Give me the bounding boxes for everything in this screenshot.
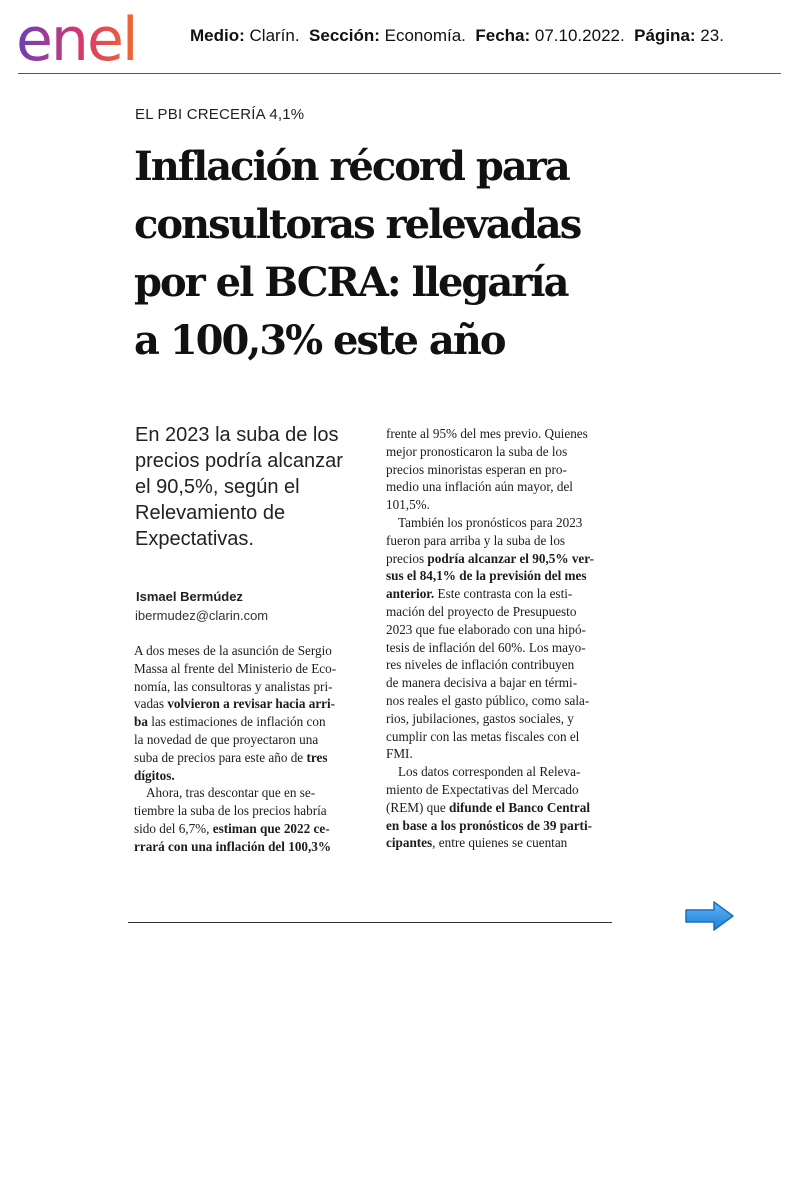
article-headline bbox=[134, 138, 654, 370]
body-line: cumplir con las metas fiscales con el bbox=[386, 728, 580, 744]
body-line: mejor pronosticaron la suba de los bbox=[386, 443, 568, 459]
body-line: la novedad de que proyectaron una bbox=[134, 731, 319, 747]
body-bold: cipantes bbox=[386, 835, 433, 851]
body-line bbox=[134, 767, 366, 785]
body-line bbox=[386, 567, 618, 585]
pagina-value: 23. bbox=[700, 26, 724, 45]
body-line bbox=[134, 695, 366, 713]
medio-value: Clarín. bbox=[249, 26, 300, 45]
body-text: precios bbox=[386, 550, 428, 566]
body-bold: sus el 84,1% de la previsión del mes bbox=[386, 568, 587, 584]
header-divider bbox=[18, 73, 781, 74]
subtitle-line: Expectativas. bbox=[135, 528, 254, 550]
body-text: suba de precios para este año de bbox=[134, 749, 307, 765]
body-bold: anterior. bbox=[386, 586, 435, 602]
body-line: tesis de inflación del 60%. Los mayo- bbox=[386, 639, 586, 655]
medio-label: Medio: bbox=[190, 26, 245, 45]
body-line: miento de Expectativas del Mercado bbox=[386, 781, 579, 797]
body-line bbox=[386, 799, 618, 817]
body-line: frente al 95% del mes previo. Quienes bbox=[386, 426, 588, 441]
seccion-value: Economía. bbox=[384, 26, 466, 45]
subtitle-line: En 2023 la suba de los bbox=[135, 424, 339, 446]
body-line bbox=[386, 585, 618, 603]
body-line bbox=[386, 817, 618, 835]
body-line bbox=[134, 749, 366, 767]
body-text: (REM) que bbox=[386, 799, 449, 815]
body-line bbox=[134, 820, 366, 838]
body-line: tiembre la suba de los precios habría bbox=[134, 803, 327, 819]
seccion-label: Sección: bbox=[309, 26, 380, 45]
body-bold: dígitos. bbox=[134, 767, 175, 783]
body-text: sido del 6,7%, bbox=[134, 820, 213, 836]
article-kicker: EL PBI CRECERÍA 4,1% bbox=[135, 106, 305, 123]
body-line: 2023 que fue elaborado con una hipó- bbox=[386, 621, 586, 637]
body-bold: en base a los pronósticos de 39 parti- bbox=[386, 817, 593, 833]
headline-line: consultoras relevadas bbox=[134, 201, 581, 248]
subtitle-line: precios podría alcanzar bbox=[135, 450, 343, 472]
body-text: las estimaciones de inflación con bbox=[147, 714, 326, 730]
body-line bbox=[386, 550, 618, 568]
headline-line: Inflación récord para bbox=[134, 143, 569, 190]
body-line: FMI. bbox=[386, 746, 413, 762]
author-email: ibermudez@clarin.com bbox=[135, 608, 269, 623]
subtitle-line: Relevamiento de bbox=[135, 502, 286, 524]
body-column-1 bbox=[134, 642, 366, 856]
arrow-right-icon[interactable] bbox=[684, 899, 736, 933]
body-line: res niveles de inflación contribuyen bbox=[386, 657, 575, 673]
article-end-divider bbox=[128, 922, 612, 923]
body-line: A dos meses de la asunción de Sergio bbox=[134, 643, 332, 658]
body-line: fueron para arriba y la suba de los bbox=[386, 532, 566, 548]
author-name: Ismael Bermúdez bbox=[136, 589, 243, 604]
article-subtitle bbox=[135, 422, 375, 552]
fecha-label: Fecha: bbox=[475, 26, 531, 45]
enel-logo bbox=[16, 8, 168, 66]
enel-logo-text: enel bbox=[16, 8, 137, 66]
body-bold: estiman que 2022 ce- bbox=[212, 820, 330, 836]
body-bold: ba bbox=[134, 714, 148, 730]
body-bold: volvieron a revisar hacia arri- bbox=[167, 696, 336, 712]
headline-line: por el BCRA: llegaría bbox=[134, 259, 568, 306]
fecha-value: 07.10.2022. bbox=[534, 26, 625, 45]
body-line: nomía, las consultoras y analistas pri- bbox=[134, 678, 333, 694]
subtitle-line: el 90,5%, según el bbox=[135, 476, 300, 498]
headline-line: a 100,3% este año bbox=[134, 317, 505, 364]
body-bold: rrará con una inflación del 100,3% bbox=[134, 838, 332, 854]
body-line: Ahora, tras descontar que en se- bbox=[146, 785, 316, 801]
body-line bbox=[134, 713, 366, 731]
body-bold: tres bbox=[306, 749, 328, 765]
page-header bbox=[0, 0, 800, 76]
body-line: 101,5%. bbox=[386, 497, 430, 513]
body-bold: difunde el Banco Central bbox=[449, 799, 591, 815]
body-line bbox=[134, 838, 366, 856]
body-text: , entre quienes se cuentan bbox=[432, 835, 568, 851]
clipping-metadata bbox=[190, 26, 724, 46]
body-line: de manera decisiva a bajar en térmi- bbox=[386, 675, 578, 691]
body-line: También los pronósticos para 2023 bbox=[398, 514, 583, 530]
body-line: mación del proyecto de Presupuesto bbox=[386, 603, 577, 619]
pagina-label: Página: bbox=[634, 26, 696, 45]
body-line bbox=[386, 834, 618, 852]
body-line: Massa al frente del Ministerio de Eco- bbox=[134, 660, 337, 676]
body-line: Los datos corresponden al Releva- bbox=[398, 764, 581, 780]
body-line: precios minoristas esperan en pro- bbox=[386, 461, 567, 477]
body-text: vadas bbox=[134, 696, 168, 712]
body-line: rios, jubilaciones, gastos sociales, y bbox=[386, 710, 574, 726]
body-line: medio una inflación aún mayor, del bbox=[386, 479, 573, 495]
body-text: Este contrasta con la esti- bbox=[434, 586, 573, 602]
body-line: nos reales el gasto público, como sala- bbox=[386, 692, 590, 708]
body-bold: podría alcanzar el 90,5% ver- bbox=[427, 550, 595, 566]
body-column-2 bbox=[386, 425, 618, 852]
